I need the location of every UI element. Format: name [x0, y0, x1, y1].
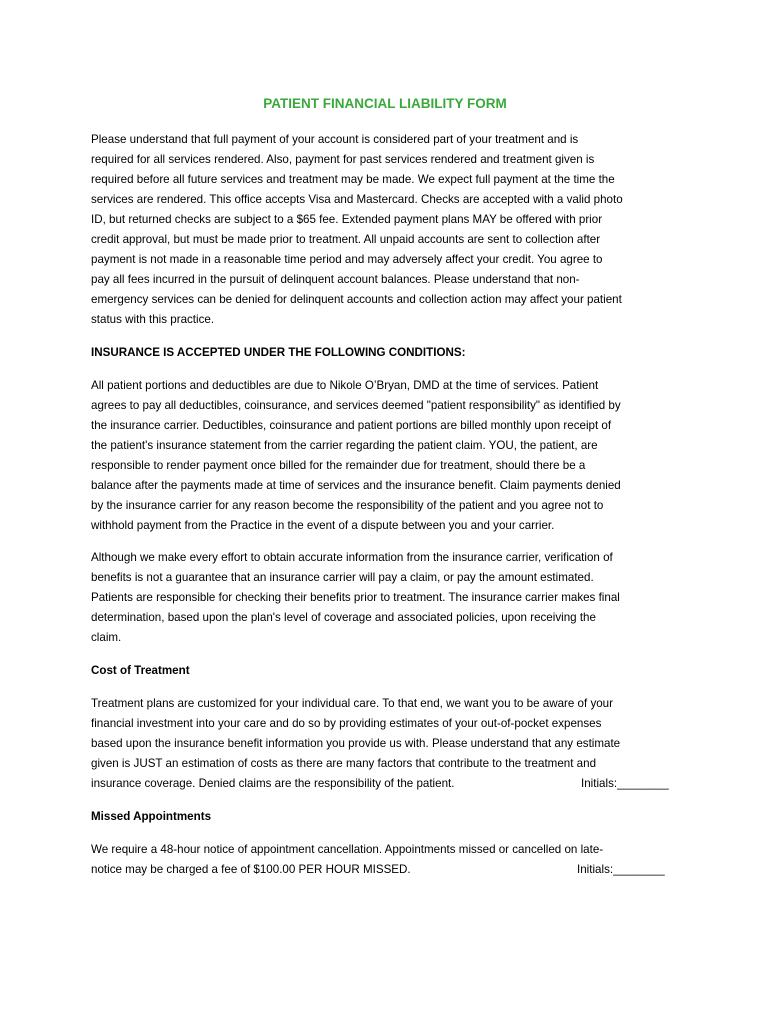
- intro-line: pay all fees incurred in the pursuit of delinquent account balances. Please understand that non-: [91, 273, 580, 286]
- verification-line: benefits is not a guarantee that an insurance carrier will pay a claim, or pay the amount estimated.: [91, 571, 594, 584]
- insurance-line: by the insurance carrier for any reason become the responsibility of the patient and you agree not to: [91, 499, 604, 512]
- missed-initials-field[interactable]: Initials:________: [577, 863, 665, 876]
- insurance-line: the patient's insurance statement from the carrier regarding the patient claim. YOU, the patient, are: [91, 439, 598, 452]
- cost-line: financial investment into your care and do so by providing estimates of your out-of-pocket expenses: [91, 717, 602, 730]
- insurance-line: the insurance carrier. Deductibles, coinsurance and patient portions are billed monthly upon receipt of: [91, 419, 612, 432]
- cost-line: Treatment plans are customized for your individual care. To that end, we want you to be aware of your: [91, 697, 613, 710]
- verification-line: Although we make every effort to obtain accurate information from the insurance carrier, verification of: [91, 551, 613, 564]
- insurance-line: withhold payment from the Practice in the event of a dispute between you and your carrier.: [91, 519, 555, 532]
- insurance-line: agrees to pay all deductibles, coinsurance, and services deemed "patient responsibility" as identified by: [91, 399, 621, 412]
- insurance-line: responsible to render payment once billed for the remainder due for treatment, should there be a: [91, 459, 586, 472]
- insurance-line: All patient portions and deductibles are due to Nikole O’Bryan, DMD at the time of services. Patient: [91, 379, 599, 392]
- missed-line: We require a 48-hour notice of appointment cancellation. Appointments missed or cancelled on late-: [91, 843, 604, 856]
- cost-line: given is JUST an estimation of costs as there are many factors that contribute to the treatment and: [91, 757, 597, 770]
- verification-line: claim.: [91, 631, 122, 644]
- cost-heading: Cost of Treatment: [91, 664, 190, 677]
- intro-line: Please understand that full payment of your account is considered part of your treatment and is: [91, 133, 579, 146]
- verification-line: Patients are responsible for checking their benefits prior to treatment. The insurance carrier makes final: [91, 591, 620, 604]
- insurance-paragraph: [91, 376, 691, 536]
- verification-line: determination, based upon the plan's level of coverage and associated policies, upon receiving the: [91, 611, 596, 624]
- cost-line: insurance coverage. Denied claims are the responsibility of the patient.: [91, 777, 455, 790]
- intro-line: payment is not made in a reasonable time period and may adversely affect your credit. You agree to: [91, 253, 603, 266]
- intro-line: services are rendered. This office accepts Visa and Mastercard. Checks are accepted with a valid photo: [91, 193, 623, 206]
- intro-line: status with this practice.: [91, 313, 215, 326]
- intro-line: required for all services rendered. Also, payment for past services rendered and treatment given is: [91, 153, 595, 166]
- intro-paragraph: [91, 130, 691, 330]
- insurance-heading: INSURANCE IS ACCEPTED UNDER THE FOLLOWING CONDITIONS:: [91, 346, 466, 359]
- intro-line: ID, but returned checks are subject to a $65 fee. Extended payment plans MAY be offered with prior: [91, 213, 603, 226]
- insurance-line: balance after the payments made at time of services and the insurance benefit. Claim payments denied: [91, 479, 621, 492]
- intro-line: required before all future services and treatment may be made. We expect full payment at the time the: [91, 173, 615, 186]
- cost-initials-field[interactable]: Initials:________: [581, 777, 669, 790]
- intro-line: credit approval, but must be made prior to treatment. All unpaid accounts are sent to collection after: [91, 233, 601, 246]
- form-title: PATIENT FINANCIAL LIABILITY FORM: [263, 96, 507, 111]
- intro-line: emergency services can be denied for delinquent accounts and collection action may affect your patient: [91, 293, 622, 306]
- missed-line: notice may be charged a fee of $100.00 PER HOUR MISSED.: [91, 863, 411, 876]
- missed-heading: Missed Appointments: [91, 810, 212, 823]
- cost-line: based upon the insurance benefit information you provide us with. Please understand that any estimate: [91, 737, 621, 750]
- verification-paragraph: [91, 548, 691, 648]
